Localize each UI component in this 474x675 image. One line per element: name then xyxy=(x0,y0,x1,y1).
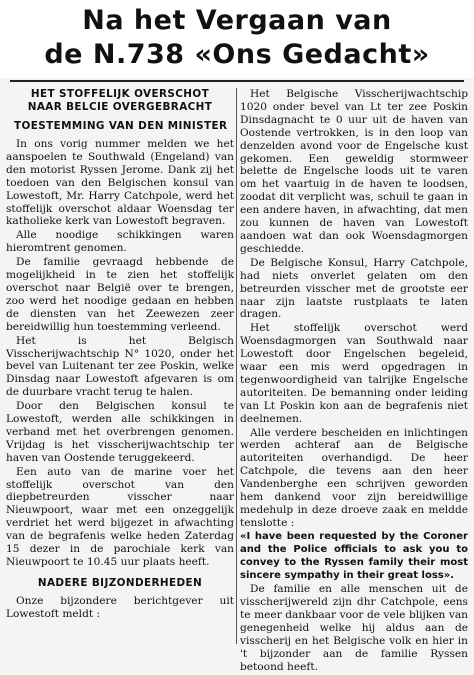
paragraph: Een auto van de marine voer het stoffelijk overschot van den diepbetreurden visscher naar Nieuwpoort, waar met een onzeggelijk verdriet het werd bijgezet in afwachting van de begrafenis welke heden Zaterdag 15 dezer in de parochiale kerk van Nieuwpoort te 10.45 uur plaats heeft. xyxy=(6,465,234,568)
paragraph: Het stoffelijk overschot werd Woensdagmorgen van Southwald naar Lowestoft door Engelschen begeleid, waar een mis werd opgedragen in tegenwoordigheid van talrijke Engelsche autoriteiten. De bemanning onder leiding van Lt Poskin kon aan de begrafenis niet deelnemen. xyxy=(240,322,468,425)
headline-line-1: Na het Vergaan van xyxy=(82,5,392,36)
headline-line-2: de N.738 «Ons Gedacht» xyxy=(44,39,430,70)
english-quote: «I have been requested by the Coroner and the Police officials to ask you to convey to the Ryssen family their most sincere sympathy in their great loss». xyxy=(240,530,468,581)
headline-rule xyxy=(10,80,464,82)
article-headline xyxy=(0,0,474,78)
left-column xyxy=(6,88,234,622)
column-divider xyxy=(236,88,237,644)
paragraph: Door den Belgischen konsul te Lowestoft, werden alle schikkingen in verband met het overbrengen genomen. Vrijdag is het visscherijwachtschip ter haven van Oostende teruggekeerd. xyxy=(6,400,234,464)
paragraph: In ons vorig nummer melden we het aanspoelen te Southwald (Engeland) van den motorist Ryssen Jerome. Dank zij het toedoen van den Belgischen konsul van Lowestoft, Mr. Harry Catchpole, werd het stoffelijk overschot aldaar Woensdag ter katholieke kerk van Lowestoft begraven. xyxy=(6,138,234,228)
paragraph: Alle noodige schikkingen waren hieromtrent genomen. xyxy=(6,229,234,255)
right-column xyxy=(240,88,468,675)
paragraph: Onze bijzondere berichtgever uit Lowestoft meldt : xyxy=(6,594,234,620)
paragraph: Het is het Belgisch Visscherijwachtschip N° 1020, onder het bevel van Luitenant ter zee Poskin, welke Dinsdag naar Lowestoft afgevaren is om de duurbare vracht terug te halen. xyxy=(6,334,234,399)
subheading-details: NADERE BIJZONDERHEDEN xyxy=(37,576,203,589)
subheading-line-2: NAAR BELCIE OVERGEBRACHT xyxy=(27,101,213,113)
subheading-line-1: HET STOFFELIJK OVERSCHOT xyxy=(30,88,210,100)
paragraph: Alle verdere bescheiden en inlichtingen werden achteraf aan de Belgische autoriteiten overhandigd. De heer Catchpole, die tevens aan den heer Vandenberghe een schrijven geworden hem dankend voor zijn bereidwillige medehulp in deze droeve zaak en meldde tenslotte : xyxy=(240,426,468,529)
paragraph: De familie gevraagd hebbende de mogelijkheid in te zien het stoffelijk overschot naar België over te brengen, zoo werd het noodige gedaan en hebben de diensten van het Zeewezen zeer bereidwillig hun toestemming verleend. xyxy=(6,256,234,333)
subheading-permission: TOESTEMMING VAN DEN MINISTER xyxy=(14,120,228,132)
subheading-transfer xyxy=(6,88,234,114)
paragraph: De familie en alle menschen uit de visscherijwereld zijn dhr Catchpole, eens te meer dankbaar voor de vele blijken van genegenheid welke hij aldus aan de visscherij en het Belgische volk en hier in 't bijzonder aan de familie Ryssen betoond heeft. xyxy=(240,583,468,673)
paragraph: De Belgische Konsul, Harry Catchpole, had niets onverlet gelaten om den betreurden visscher met de grootste eer naar zijn laatste rustplaats te laten dragen. xyxy=(240,256,468,321)
paragraph: Het Belgische Visscherijwachtschip 1020 onder bevel van Lt ter zee Poskin Dinsdagnacht te 0 uur uit de haven van Oostende vertrokken, is in den loop van denzelden avond voor de Engelsche kust gekomen. Een geweldig stormweer belette de Engelsche loods uit te varen om het vaartuig in de haven te loodsen, zoodat dit verplicht was, schuil te gaan in een andere haven, in afwachting, dat men zou kunnen de haven van Lowestoft aandoen wat dan ook Woensdagmorgen geschiedde. xyxy=(240,88,468,255)
